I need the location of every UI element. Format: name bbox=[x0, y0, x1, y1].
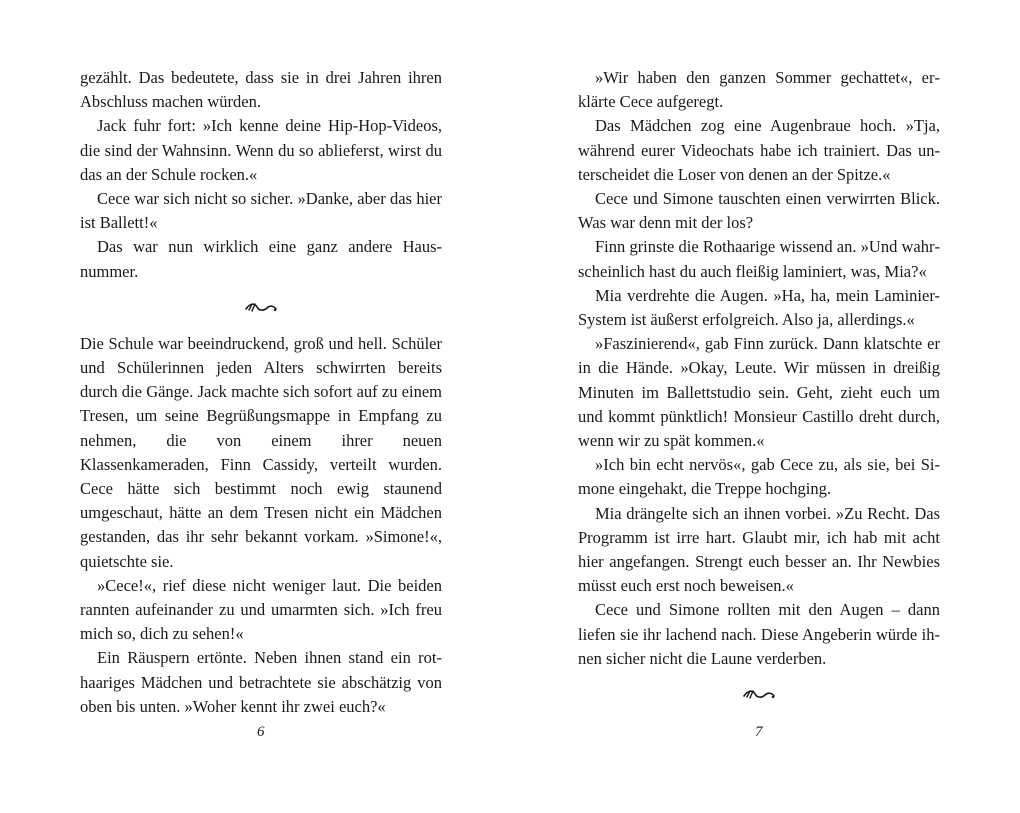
paragraph: Mia drängelte sich an ihnen vorbei. »Zu Recht. Das Programm ist irre hart. Glaubt mir, ich hab mit acht hier angefangen. Strengt euch besser an. Ihr Newbies müsst euch erst noch beweisen.« bbox=[578, 503, 940, 596]
paragraph: Cece und Simone rollten mit den Augen – dann liefen sie ihr lachend nach. Diese Angeberin würde ihnen sicher nicht die Laune verderben. bbox=[578, 600, 940, 668]
paragraph: Die Schule war beeindruckend, groß und hell. Schüler und Schülerinnen jeden Alters schwirrten bereits durch die Gänge. Jack machte sich sofort auf zu einem Tresen, um seine Begrüßungsmappe in Empfang zu nehmen, die von einem ihrer neuen Klassenkameraden, Finn Cassidy, verteilt wurden. Cece hätte sich bestimmt noch ewig staunend umgeschaut, hätte an dem Tresen nicht ein Mädchen gestanden, das ihr sehr bekannt vorkam. »Simone!«, quietschte sie. bbox=[80, 333, 442, 571]
paragraph: Cece und Simone tauschten einen verwirrten Blick. Was war denn mit der los? bbox=[578, 189, 940, 233]
right-page-body bbox=[578, 66, 940, 706]
paragraph: Das Mädchen zog eine Augenbraue hoch. »Tja, während eurer Videochats habe ich trainiert. Das unterscheidet die Loser von denen an der Spitze.« bbox=[578, 116, 940, 184]
scene-break-ornament bbox=[80, 284, 442, 332]
paragraph: Jack fuhr fort: »Ich kenne deine Hip-Hop-Videos, die sind der Wahnsinn. Wenn du so ablieferst, wirst du das an der Schule rocken.« bbox=[80, 116, 442, 184]
left-page bbox=[80, 66, 442, 716]
paragraph: Das war nun wirklich eine ganz andere Hausnummer. bbox=[80, 237, 442, 281]
paragraph: »Ich bin echt nervös«, gab Cece zu, als sie, bei Simone eingehakt, die Treppe hochging. bbox=[578, 455, 940, 499]
paragraph: Finn grinste die Rothaarige wissend an. »Und wahrscheinlich hast du auch fleißig laminiert, was, Mia?« bbox=[578, 237, 940, 281]
paragraph: Ein Räuspern ertönte. Neben ihnen stand ein rothaariges Mädchen und betrachtete sie abschätzig von oben bis unten. »Woher kennt ihr zwei euch?« bbox=[80, 648, 442, 716]
scroll-ornament-icon bbox=[742, 688, 776, 702]
paragraph: gezählt. Das bedeutete, dass sie in drei Jahren ihren Abschluss machen würden. bbox=[80, 68, 442, 112]
scene-break-ornament bbox=[578, 671, 940, 719]
paragraph: »Cece!«, rief diese nicht weniger laut. Die beiden rannten aufeinander zu und umarmten sich. »Ich freu mich so, dich zu sehen!« bbox=[80, 575, 442, 644]
paragraph: »Wir haben den ganzen Sommer gechattet«, erklärte Cece aufgeregt. bbox=[578, 68, 940, 112]
right-page bbox=[578, 66, 940, 706]
page-number-left: 6 bbox=[257, 724, 265, 740]
paragraph: Mia verdrehte die Augen. »Ha, ha, mein Laminier-System ist äußerst erfolgreich. Also ja, allerdings.« bbox=[578, 285, 940, 330]
paragraph: Cece war sich nicht so sicher. »Danke, aber das hier ist Ballett!« bbox=[80, 189, 442, 233]
scroll-ornament-icon bbox=[244, 301, 278, 315]
paragraph: »Faszinierend«, gab Finn zurück. Dann klatschte er in die Hände. »Okay, Leute. Wir müssen in dreißig Minuten im Ballettstudio sein. Geht, zieht euch um und kommt pünktlich! Monsieur Castillo dreht durch, wenn wir zu spät kommen.« bbox=[578, 334, 940, 451]
left-page-body bbox=[80, 66, 442, 716]
page-number-right: 7 bbox=[755, 724, 763, 740]
